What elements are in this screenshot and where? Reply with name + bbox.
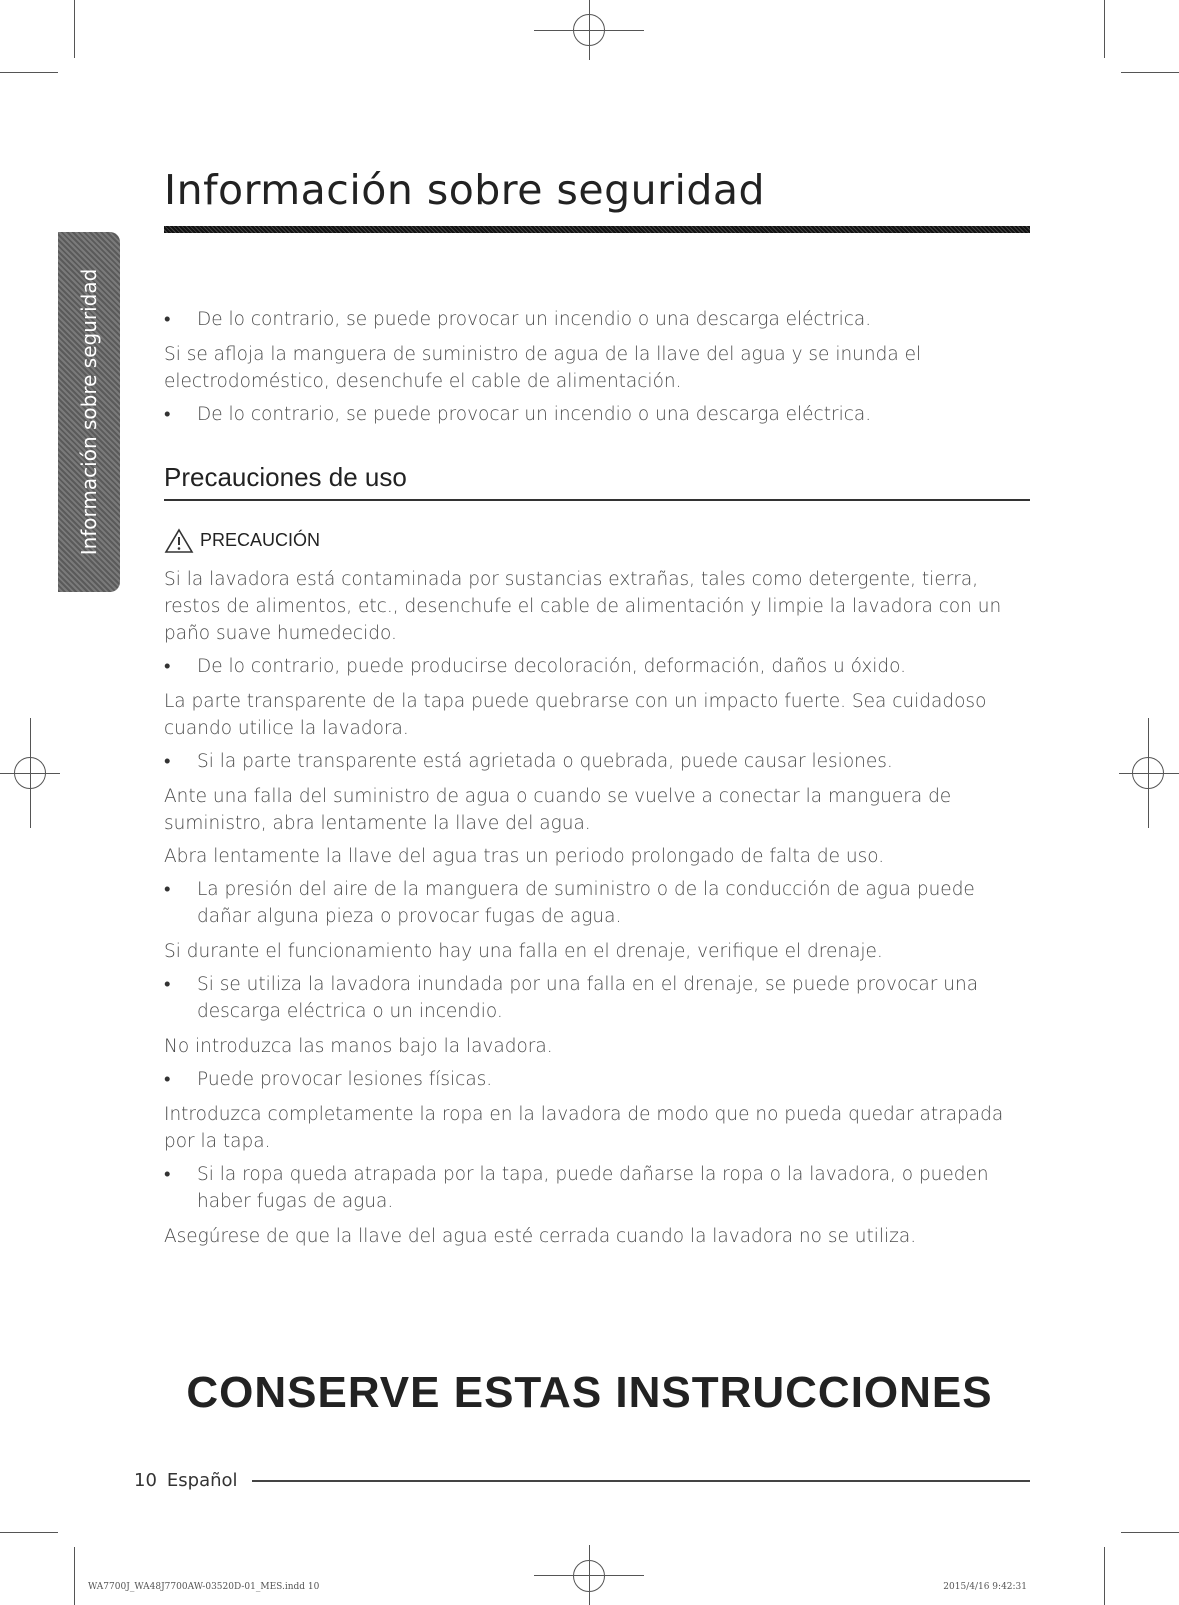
conserve-instructions: CONSERVE ESTAS INSTRUCCIONES	[186, 1368, 993, 1417]
crop-mark	[1104, 0, 1105, 58]
page-title: Información sobre seguridad	[164, 166, 766, 214]
crop-mark	[74, 1547, 75, 1605]
crop-mark	[0, 1532, 58, 1533]
content	[164, 306, 1030, 1256]
paragraph: Introduzca completamente la ropa en la lavadora de modo que no pueda quedar atrapada por la tapa.	[164, 1104, 1004, 1152]
paragraph: Abra lentamente la llave del agua tras un periodo prolongado de falta de uso.	[164, 846, 885, 867]
paragraph: Si la lavadora está contaminada por sustancias extrañas, tales como detergente, tierra, restos de alimentos, etc., desenchufe el cable de alimentación y limpie la lavadora con un paño suave humedecido.	[164, 569, 1002, 644]
registration-circle	[14, 757, 46, 789]
side-tab-label: Información sobre seguridad	[77, 268, 101, 556]
side-section-tab	[58, 232, 120, 592]
paragraph: La parte transparente de la tapa puede quebrarse con un impacto fuerte. Sea cuidadoso cuando utilice la lavadora.	[164, 691, 987, 739]
page-number: 10	[134, 1470, 157, 1491]
caution-header	[164, 527, 1030, 554]
registration-circle	[573, 14, 605, 46]
paragraph: Si se afloja la manguera de suministro de agua de la llave del agua y se inunda el electrodoméstico, desenchufe el cable de alimentación.	[164, 344, 922, 392]
footer-language: Español	[166, 1470, 238, 1491]
crop-mark	[1121, 72, 1179, 73]
caution-label: PRECAUCIÓN	[200, 530, 321, 550]
paragraph: Ante una falla del suministro de agua o cuando se vuelve a conectar la manguera de suministro, abra lentamente la llave del agua.	[164, 786, 952, 834]
section-heading: Precauciones de uso	[164, 464, 1030, 501]
paragraph: Si durante el funcionamiento hay una falla en el drenaje, verifique el drenaje.	[164, 941, 883, 962]
crop-mark	[74, 0, 75, 58]
page-footer	[134, 1470, 1030, 1491]
bullet-item: • Si se utiliza la lavadora inundada por una falla en el drenaje, se puede provocar una descarga eléctrica o un incendio.	[164, 971, 1030, 1025]
crop-mark	[1121, 1532, 1179, 1533]
registration-circle	[1132, 757, 1164, 789]
registration-circle	[573, 1560, 605, 1592]
print-slug-timestamp: 2015/4/16 9:42:31	[943, 1582, 1027, 1592]
crop-mark	[0, 72, 58, 73]
warning-triangle-icon	[164, 528, 194, 554]
print-slug-file: WA7700J_WA48J7700AW-03520D-01_MES.indd 10	[88, 1582, 320, 1592]
bullet-item: • De lo contrario, puede producirse decoloración, deformación, daños u óxido.	[164, 653, 1030, 680]
title-rule	[164, 226, 1030, 233]
crop-mark	[1104, 1547, 1105, 1605]
bullet-item: • Puede provocar lesiones físicas.	[164, 1066, 1030, 1093]
paragraph: No introduzca las manos bajo la lavadora.	[164, 1036, 553, 1057]
bullet-item: • Si la parte transparente está agrietada o quebrada, puede causar lesiones.	[164, 748, 1030, 775]
bullet-item: • De lo contrario, se puede provocar un incendio o una descarga eléctrica.	[164, 306, 1030, 333]
caution-blocks	[164, 566, 1030, 1250]
bullet-item: • Si la ropa queda atrapada por la tapa, puede dañarse la ropa o la lavadora, o pueden haber fugas de agua.	[164, 1161, 1030, 1215]
footer-rule	[252, 1480, 1030, 1482]
intro-block	[164, 306, 1030, 428]
bullet-item: • De lo contrario, se puede provocar un incendio o una descarga eléctrica.	[164, 401, 1030, 428]
paragraph: Asegúrese de que la llave del agua esté cerrada cuando la lavadora no se utiliza.	[164, 1226, 917, 1247]
bullet-item: • La presión del aire de la manguera de suministro o de la conducción de agua puede dañar alguna pieza o provocar fugas de agua.	[164, 876, 1030, 930]
